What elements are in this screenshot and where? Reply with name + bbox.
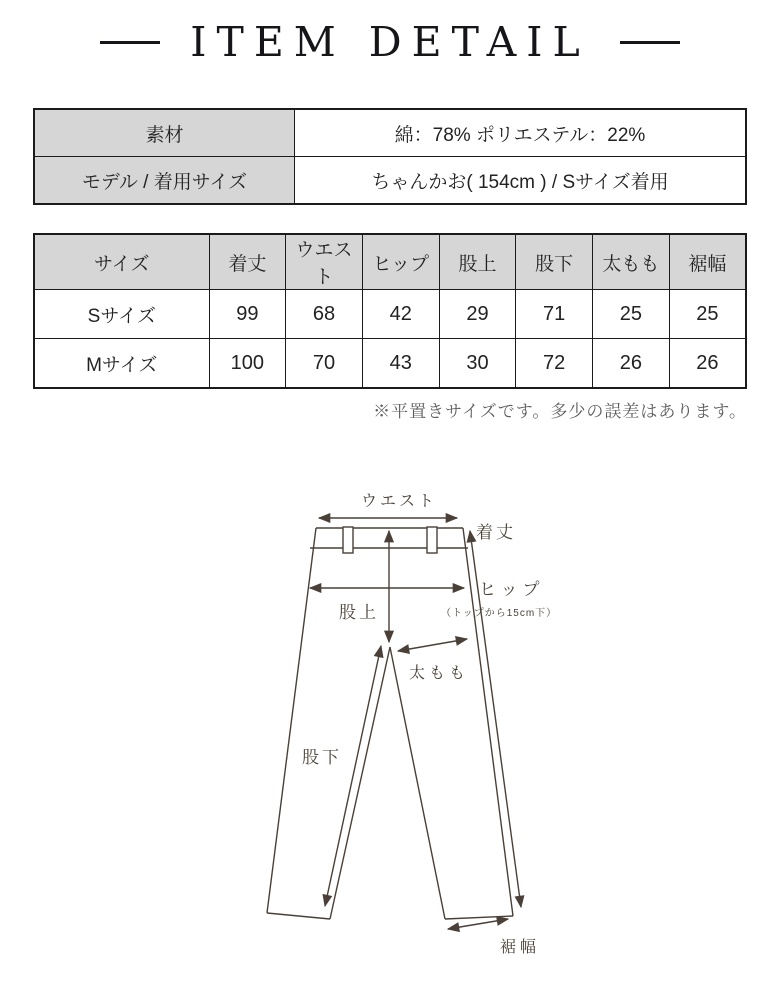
info-label-material: 素材 xyxy=(34,109,295,157)
thigh-arrow xyxy=(398,639,467,651)
size-s-waist: 68 xyxy=(286,290,363,339)
hem-width-arrow xyxy=(448,919,508,929)
size-m-hem: 26 xyxy=(669,339,746,389)
info-row-material xyxy=(34,109,746,157)
pants-outline xyxy=(267,527,513,919)
hem-width-label: 裾幅 xyxy=(500,939,541,956)
size-m-hip: 43 xyxy=(362,339,439,389)
info-value-model: ちゃんかお( 154cm ) / Sサイズ着用 xyxy=(295,157,747,205)
left-hem-line xyxy=(267,913,330,919)
section-title: ITEM DETAIL xyxy=(190,18,590,66)
size-table-header-row xyxy=(34,234,746,290)
size-header-inseam: 股下 xyxy=(516,234,593,290)
size-header-size: サイズ xyxy=(34,234,209,290)
size-s-inseam: 71 xyxy=(516,290,593,339)
size-m-inseam: 72 xyxy=(516,339,593,389)
rise-label: 股上 xyxy=(339,603,379,622)
size-s-hem: 25 xyxy=(669,290,746,339)
size-m-length: 100 xyxy=(209,339,286,389)
size-header-thigh: 太もも xyxy=(593,234,670,290)
size-header-hip: ヒップ xyxy=(362,234,439,290)
pants-measurement-diagram xyxy=(0,470,780,990)
hip-label: ヒップ xyxy=(479,580,545,599)
info-row-model xyxy=(34,157,746,205)
belt-loop-left xyxy=(343,527,353,553)
size-row-m-label: Mサイズ xyxy=(34,339,209,389)
size-header-length: 着丈 xyxy=(209,234,286,290)
size-row-s xyxy=(34,290,746,339)
hip-note-label: （トップから15cm下） xyxy=(441,608,558,619)
size-s-thigh: 25 xyxy=(593,290,670,339)
size-s-length: 99 xyxy=(209,290,286,339)
size-header-waist: ウエスト xyxy=(286,234,363,290)
size-m-rise: 30 xyxy=(439,339,516,389)
size-header-hem: 裾幅 xyxy=(669,234,746,290)
thigh-label: 太もも xyxy=(409,665,470,682)
left-outer-seam xyxy=(267,528,316,913)
info-label-model: モデル / 着用サイズ xyxy=(34,157,295,205)
inseam-label: 股下 xyxy=(302,748,342,767)
size-m-waist: 70 xyxy=(286,339,363,389)
size-s-rise: 29 xyxy=(439,290,516,339)
info-value-material: 綿：78% ポリエステル：22% xyxy=(295,109,747,157)
size-row-s-label: Sサイズ xyxy=(34,290,209,339)
right-hem-line xyxy=(445,916,513,919)
title-right-line xyxy=(620,41,680,44)
size-note: ※平置きサイズです。多少の誤差はあります。 xyxy=(373,402,747,421)
section-header xyxy=(0,16,780,68)
size-m-thigh: 26 xyxy=(593,339,670,389)
inseam-arrow xyxy=(325,646,381,906)
size-row-m xyxy=(34,339,746,389)
waist-label: ウエスト xyxy=(361,493,438,510)
belt-loop-right xyxy=(427,527,437,553)
length-label: 着丈 xyxy=(476,523,516,542)
size-s-hip: 42 xyxy=(362,290,439,339)
info-table xyxy=(33,108,747,205)
right-inner-seam xyxy=(390,647,445,919)
size-table xyxy=(33,233,747,389)
title-left-line xyxy=(100,41,160,44)
size-header-rise: 股上 xyxy=(439,234,516,290)
left-inner-seam xyxy=(330,647,390,919)
